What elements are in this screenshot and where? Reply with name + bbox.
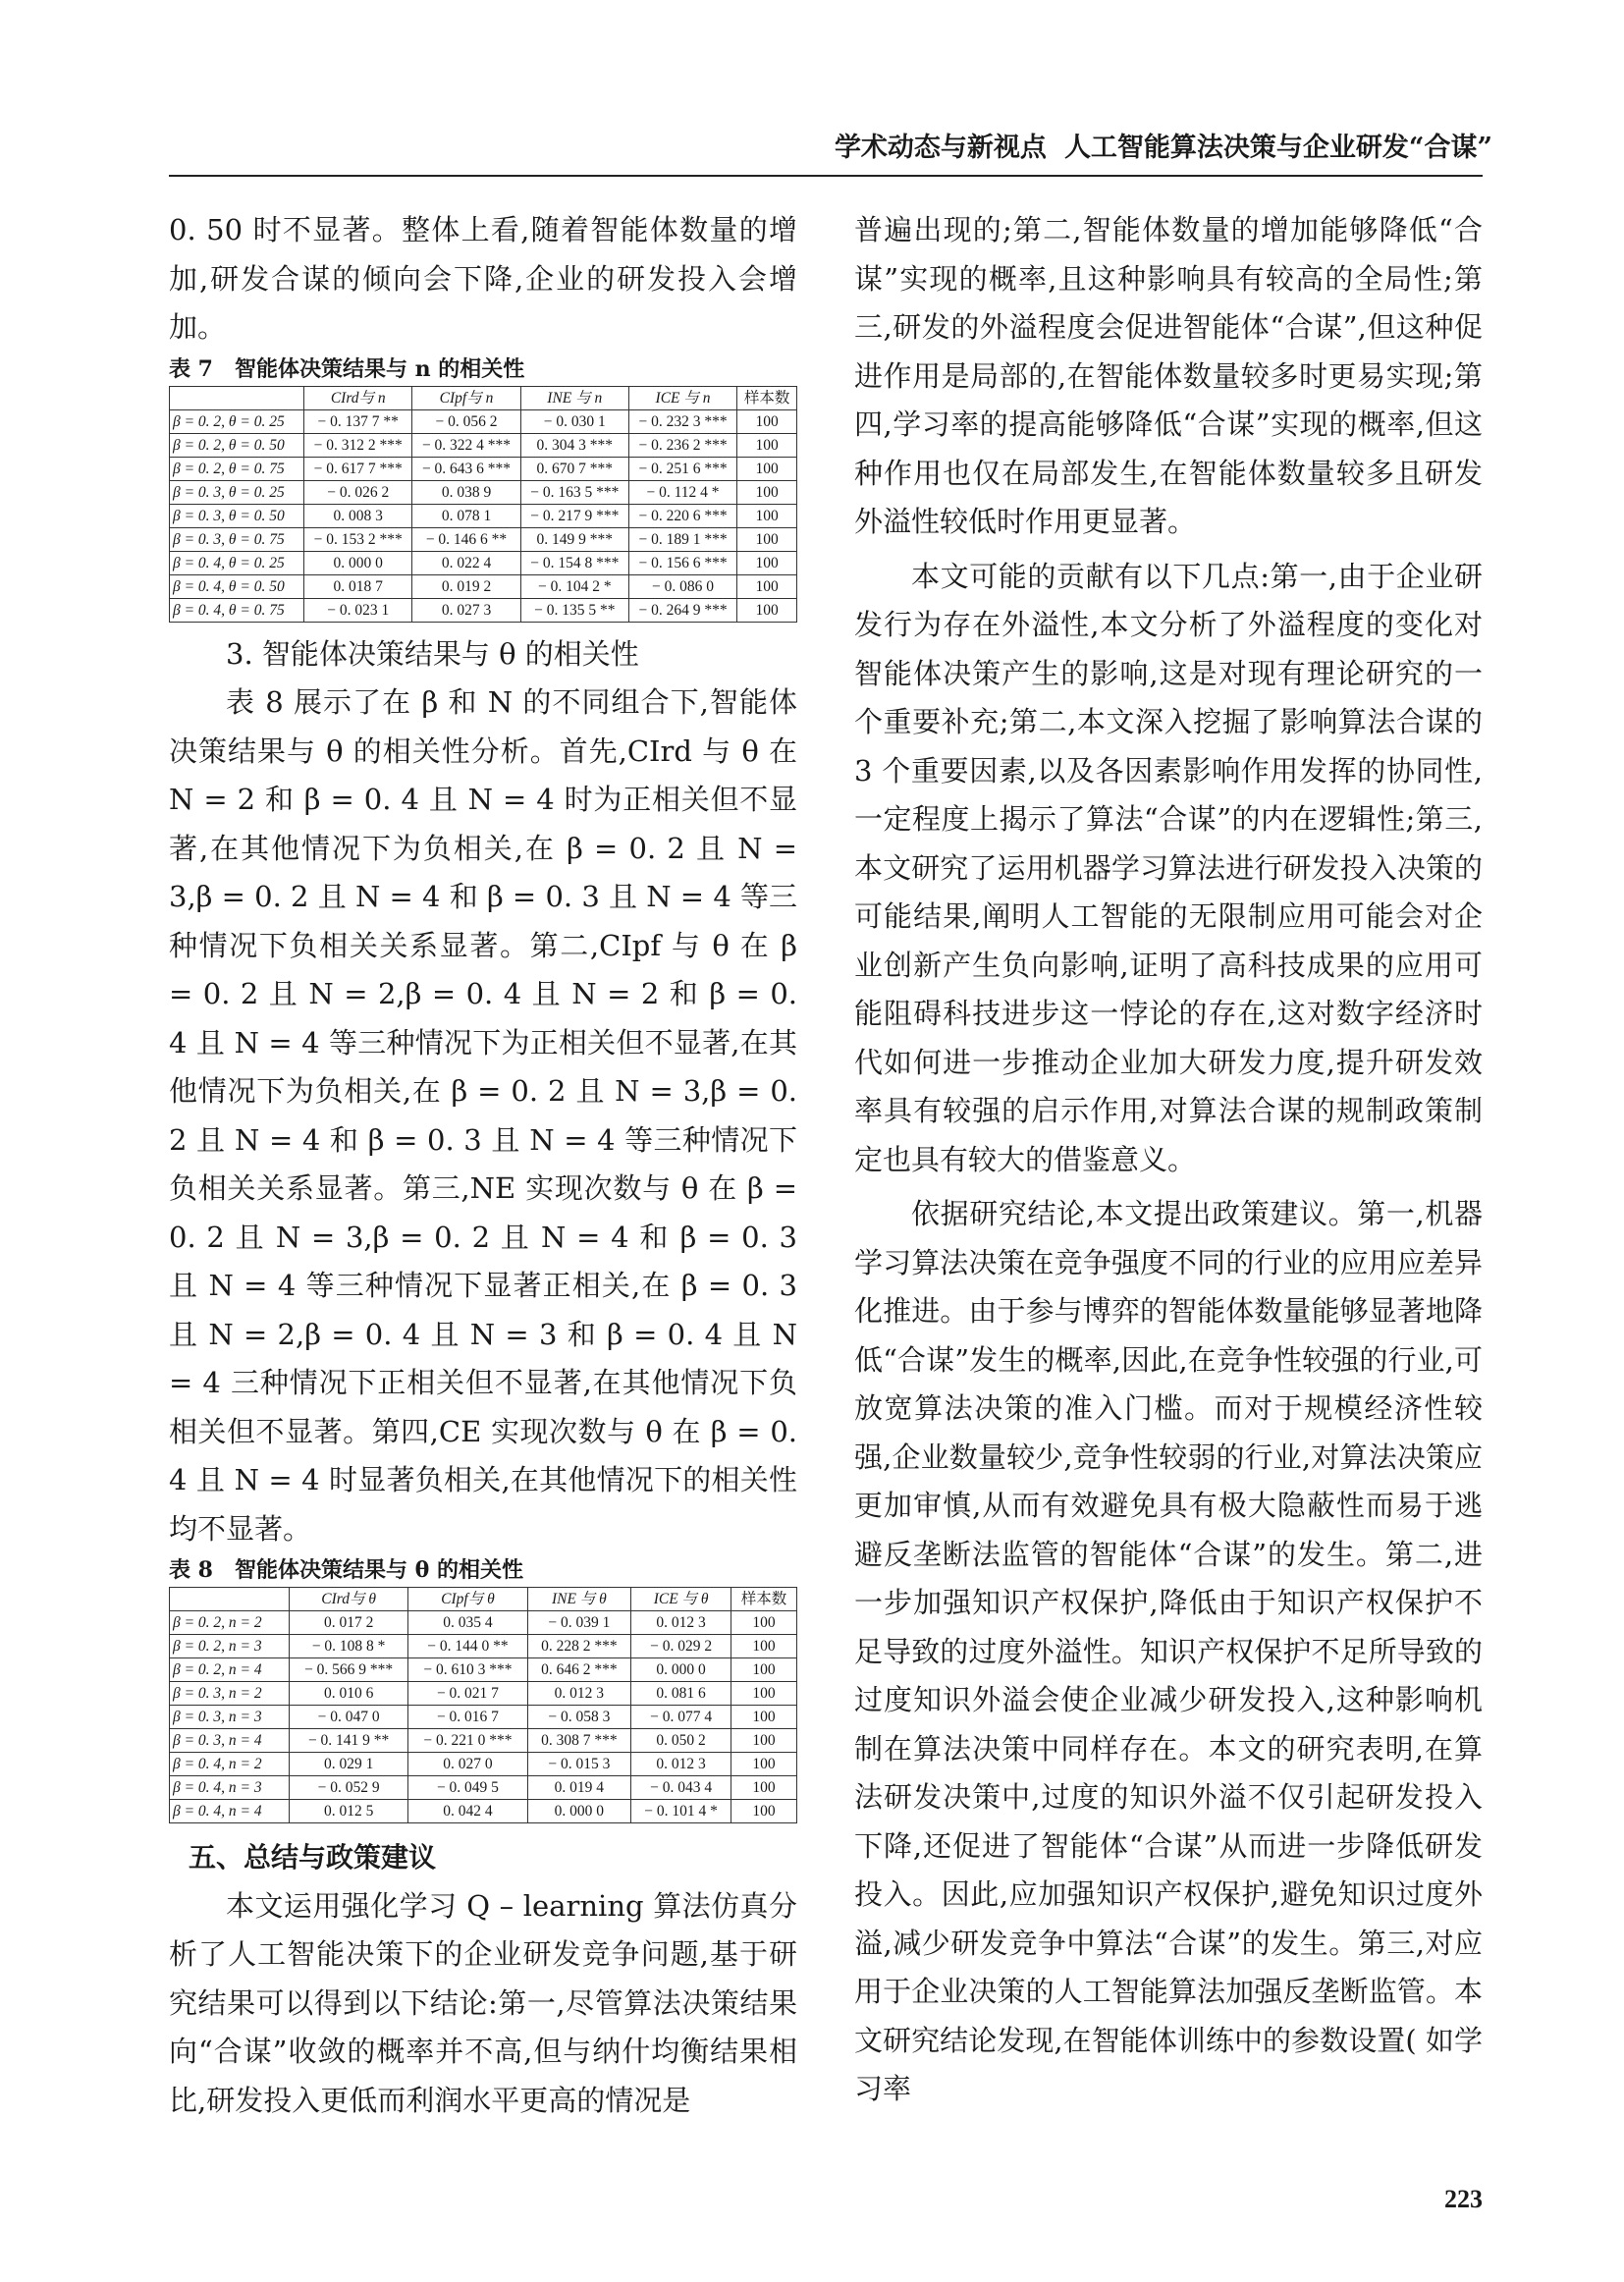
table-cell: 100 [731,1635,797,1658]
table-cell: − 0. 610 3 *** [408,1658,527,1682]
table-cell: 100 [737,527,797,551]
table7 [169,386,797,623]
table-cell: − 0. 144 0 ** [408,1635,527,1658]
table-cell: 0. 018 7 [304,574,412,598]
table-cell: 100 [737,574,797,598]
table-header-cell: CIpf与 n [412,386,520,409]
table-cell: 100 [731,1682,797,1706]
table-header-cell [170,386,304,409]
table-cell: β = 0. 3, n = 2 [170,1682,290,1706]
table-cell: 0. 670 7 *** [520,457,628,480]
journal-section: 学术动态与新视点 [834,133,1047,163]
table-cell: 0. 027 3 [412,598,520,622]
table-cell: − 0. 322 4 *** [412,433,520,457]
table-cell: − 0. 312 2 *** [304,433,412,457]
table7-caption: 表 7 智能体决策结果与 n 的相关性 [169,355,525,382]
table-cell: β = 0. 3, θ = 0. 75 [170,527,304,551]
table-header-cell: INE 与 θ [527,1588,631,1611]
table-cell: − 0. 030 1 [520,409,628,433]
table-header-cell: CIrd与 n [304,386,412,409]
paragraph: 依据研究结论,本文提出政策建议。第一,机器学习算法决策在竞争强度不同的行业的应用应差异化推进。由于参与博弈的智能体数量能够显著地降低“合谋”发生的概率,因此,在竞争性较强的行业,可放宽算法决策的准入门槛。而对于规模经济性较强,企业数量较少,竞争性较弱的行业,对算法决策应更加审慎,从而有效避免具有极大隐蔽性而易于逃避反垄断法监管的智能体“合谋”的发生。第二,进一步加强知识产权保护,降低由于知识产权保护不足导致的过度外溢性。知识产权保护不足所导致的过度知识外溢会使企业减少研发投入,这种影响机制在算法决策中同样存在。本文的研究表明,在算法研发决策中,过度的知识外溢不仅引起研发投入下降,还促进了智能体“合谋”从而进一步降低研发投入。因此,应加强知识产权保护,避免知识过度外溢,减少研发竞争中算法“合谋”的发生。第三,对应用于企业决策的人工智能算法加强反垄断监管。本文研究结论发现,在智能体训练中的参数设置( 如学习率 [854,1197,1483,2105]
table-cell: 0. 022 4 [412,551,520,574]
paragraph: 表 8 展示了在 β 和 N 的不同组合下,智能体决策结果与 θ 的相关性分析。首先,CIrd 与 θ 在 N = 2 和 β = 0. 4 且 N = 4 时为正相关但不显著,在其他情况下为负相关,在 β = 0. 2 且 N = 3,β = 0. 2 且 N = 4 和 β = 0. 3 且 N = 4 等三种情况下负相关关系显著。第二,CIpf 与 θ 在 β = 0. 2 且 N = 2,β = 0. 4 且 N = 2 和 β = 0. 4 且 N = 4 等三种情况下为正相关但不显著,在其他情况下为负相关,在 β = 0. 2 且 N = 3,β = 0. 2 且 N = 4 和 β = 0. 3 且 N = 4 等三种情况下负相关关系显著。第三,NE 实现次数与 θ 在 β = 0. 2 且 N = 3,β = 0. 2 且 N = 4 和 β = 0. 3 且 N = 4 等三种情况下显著正相关,在 β = 0. 3 且 N = 2,β = 0. 4 且 N = 3 和 β = 0. 4 且 N = 4 三种情况下正相关但不显著,在其他情况下负相关但不显著。第四,CE 实现次数与 θ 在 β = 0. 4 且 N = 4 时显著负相关,在其他情况下的相关性均不显著。 [169,685,797,1546]
table-cell: 0. 000 0 [527,1800,631,1823]
table-cell: 100 [731,1753,797,1776]
table-cell: 0. 012 5 [289,1800,407,1823]
table-cell: β = 0. 3, n = 4 [170,1729,290,1753]
table8 [169,1587,797,1823]
left-column [169,206,797,2125]
table-cell: β = 0. 2, θ = 0. 50 [170,433,304,457]
table-row [170,1658,797,1682]
table-cell: − 0. 156 6 *** [628,551,736,574]
table-row [170,1753,797,1776]
table-cell: − 0. 154 8 *** [520,551,628,574]
table-cell: − 0. 232 3 *** [628,409,736,433]
table-cell: − 0. 023 1 [304,598,412,622]
table-cell: − 0. 217 9 *** [520,504,628,527]
table-cell: 100 [731,1611,797,1635]
table-cell: 0. 646 2 *** [527,1658,631,1682]
table-cell: 0. 012 3 [527,1682,631,1706]
table-cell: 0. 019 4 [527,1776,631,1800]
table-cell: − 0. 056 2 [412,409,520,433]
table-cell: 0. 012 3 [631,1611,731,1635]
table-cell: − 0. 047 0 [289,1706,407,1729]
table-cell: β = 0. 4, n = 3 [170,1776,290,1800]
table-cell: 0. 228 2 *** [527,1635,631,1658]
table-cell: − 0. 077 4 [631,1706,731,1729]
table-header-row [170,386,797,409]
table-cell: − 0. 617 7 *** [304,457,412,480]
table-row [170,1776,797,1800]
table-row [170,433,797,457]
table-cell: 0. 042 4 [408,1800,527,1823]
table-cell: 0. 308 7 *** [527,1729,631,1753]
table-header-cell: INE 与 n [520,386,628,409]
table-cell: 0. 050 2 [631,1729,731,1753]
table-header-row [170,1588,797,1611]
right-column [854,206,1483,2114]
table-cell: 100 [731,1658,797,1682]
table-cell: 0. 078 1 [412,504,520,527]
table-header-cell [170,1588,290,1611]
table-cell: β = 0. 4, n = 4 [170,1800,290,1823]
table-row [170,480,797,504]
table8-caption: 表 8 智能体决策结果与 θ 的相关性 [169,1557,523,1583]
table-cell: 0. 000 0 [631,1658,731,1682]
table-row [170,1611,797,1635]
page-number: 223 [1444,2185,1483,2213]
table-cell: − 0. 221 0 *** [408,1729,527,1753]
table-cell: 0. 010 6 [289,1682,407,1706]
table-cell: − 0. 137 7 ** [304,409,412,433]
table-cell: β = 0. 3, θ = 0. 50 [170,504,304,527]
table-row [170,1800,797,1823]
table-cell: β = 0. 2, n = 3 [170,1635,290,1658]
table-cell: − 0. 135 5 ** [520,598,628,622]
table-header-cell: ICE 与 n [628,386,736,409]
table-cell: 0. 008 3 [304,504,412,527]
table-cell: β = 0. 2, θ = 0. 25 [170,409,304,433]
section-heading: 五、总结与政策建议 [189,1841,437,1874]
table-cell: − 0. 189 1 *** [628,527,736,551]
table-cell: − 0. 058 3 [527,1706,631,1729]
table-cell: 0. 019 2 [412,574,520,598]
table-cell: β = 0. 2, θ = 0. 75 [170,457,304,480]
table-cell: 100 [737,480,797,504]
table-header-cell: 样本数 [737,386,797,409]
table-cell: β = 0. 2, n = 2 [170,1611,290,1635]
table-cell: 0. 304 3 *** [520,433,628,457]
table-cell: − 0. 043 4 [631,1776,731,1800]
table-cell: − 0. 039 1 [527,1611,631,1635]
table-cell: 100 [737,551,797,574]
table-cell: 0. 149 9 *** [520,527,628,551]
table-cell: − 0. 101 4 * [631,1800,731,1823]
table-cell: − 0. 146 6 ** [412,527,520,551]
table-cell: β = 0. 3, n = 3 [170,1706,290,1729]
table-cell: 0. 035 4 [408,1611,527,1635]
table-row [170,598,797,622]
table-cell: − 0. 251 6 *** [628,457,736,480]
table-cell: 100 [731,1706,797,1729]
table-cell: 100 [737,504,797,527]
table-row [170,1729,797,1753]
table-cell: 0. 017 2 [289,1611,407,1635]
table-cell: 0. 029 1 [289,1753,407,1776]
table-cell: 100 [731,1776,797,1800]
subsection-heading: 3. 智能体决策结果与 θ 的相关性 [226,636,639,671]
table-row [170,1635,797,1658]
paragraph: 本文运用强化学习 Q – learning 算法仿真分析了人工智能决策下的企业研发竞争问题,基于研究结果可以得到以下结论:第一,尽管算法决策结果向“合谋”收敛的概率并不高,但与纳什均衡结果相比,研发投入更低而利润水平更高的情况是 [169,1888,797,2117]
table-cell: 0. 000 0 [304,551,412,574]
table-cell: 0. 027 0 [408,1753,527,1776]
table-cell: − 0. 108 8 * [289,1635,407,1658]
table-cell: 100 [731,1800,797,1823]
table-cell: β = 0. 2, n = 4 [170,1658,290,1682]
table-cell: 100 [737,457,797,480]
table-row [170,1706,797,1729]
table-cell: − 0. 086 0 [628,574,736,598]
paragraph: 本文可能的贡献有以下几点:第一,由于企业研发行为存在外溢性,本文分析了外溢程度的变化对智能体决策产生的影响,这是对现有理论研究的一个重要补充;第二,本文深入挖掘了影响算法合谋的 3 个重要因素,以及各因素影响作用发挥的协同性,一定程度上揭示了算法“合谋”的内在逻辑性;第三,本文研究了运用机器学习算法进行研发投入决策的可能结果,阐明人工智能的无限制应用可能会对企业创新产生负向影响,证明了高科技成果的应用可能阻碍科技进步这一悖论的存在,这对数字经济时代如何进一步推动企业加大研发力度,提升研发效率具有较强的启示作用,对算法合谋的规制政策制定也具有较大的借鉴意义。 [854,559,1483,1176]
table-cell: − 0. 141 9 ** [289,1729,407,1753]
table-row [170,504,797,527]
table-header-cell: CIpf与 θ [408,1588,527,1611]
table-cell: 100 [737,409,797,433]
table-cell: − 0. 049 5 [408,1776,527,1800]
article-title: 人工智能算法决策与企业研发“合谋” [1063,133,1492,163]
table-cell: − 0. 153 2 *** [304,527,412,551]
table-cell: − 0. 643 6 *** [412,457,520,480]
table-row [170,409,797,433]
table-cell: 0. 081 6 [631,1682,731,1706]
table-cell: − 0. 052 9 [289,1776,407,1800]
table-cell: β = 0. 4, θ = 0. 50 [170,574,304,598]
table-row [170,457,797,480]
table-cell: − 0. 236 2 *** [628,433,736,457]
table-header-cell: ICE 与 θ [631,1588,731,1611]
table-cell: β = 0. 3, θ = 0. 25 [170,480,304,504]
table-cell: β = 0. 4, θ = 0. 25 [170,551,304,574]
table-cell: 100 [737,433,797,457]
table-cell: − 0. 021 7 [408,1682,527,1706]
table-cell: − 0. 264 9 *** [628,598,736,622]
table-header-cell: CIrd与 θ [289,1588,407,1611]
table-cell: 100 [731,1729,797,1753]
table-cell: − 0. 026 2 [304,480,412,504]
table-cell: 100 [737,598,797,622]
header-rule [169,175,1483,177]
table-row [170,527,797,551]
table-cell: − 0. 016 7 [408,1706,527,1729]
table-cell: − 0. 163 5 *** [520,480,628,504]
table-cell: 0. 038 9 [412,480,520,504]
table-cell: − 0. 112 4 * [628,480,736,504]
table-cell: β = 0. 4, θ = 0. 75 [170,598,304,622]
table-cell: − 0. 104 2 * [520,574,628,598]
table-cell: − 0. 566 9 *** [289,1658,407,1682]
table-row [170,1682,797,1706]
table-cell: − 0. 015 3 [527,1753,631,1776]
paragraph: 0. 50 时不显著。整体上看,随着智能体数量的增加,研发合谋的倾向会下降,企业的研发投入会增加。 [169,213,797,344]
table-cell: 0. 012 3 [631,1753,731,1776]
table-cell: − 0. 220 6 *** [628,504,736,527]
running-header [727,126,1492,164]
table-row [170,551,797,574]
paragraph: 普遍出现的;第二,智能体数量的增加能够降低“合谋”实现的概率,且这种影响具有较高的全局性;第三,研发的外溢程度会促进智能体“合谋”,但这种促进作用是局部的,在智能体数量较多时更易实现;第四,学习率的提高能够降低“合谋”实现的概率,但这种作用也仅在局部发生,在智能体数量较多且研发外溢性较低时作用更显著。 [854,213,1483,538]
table-cell: − 0. 029 2 [631,1635,731,1658]
table-row [170,574,797,598]
table-cell: β = 0. 4, n = 2 [170,1753,290,1776]
table-header-cell: 样本数 [731,1588,797,1611]
